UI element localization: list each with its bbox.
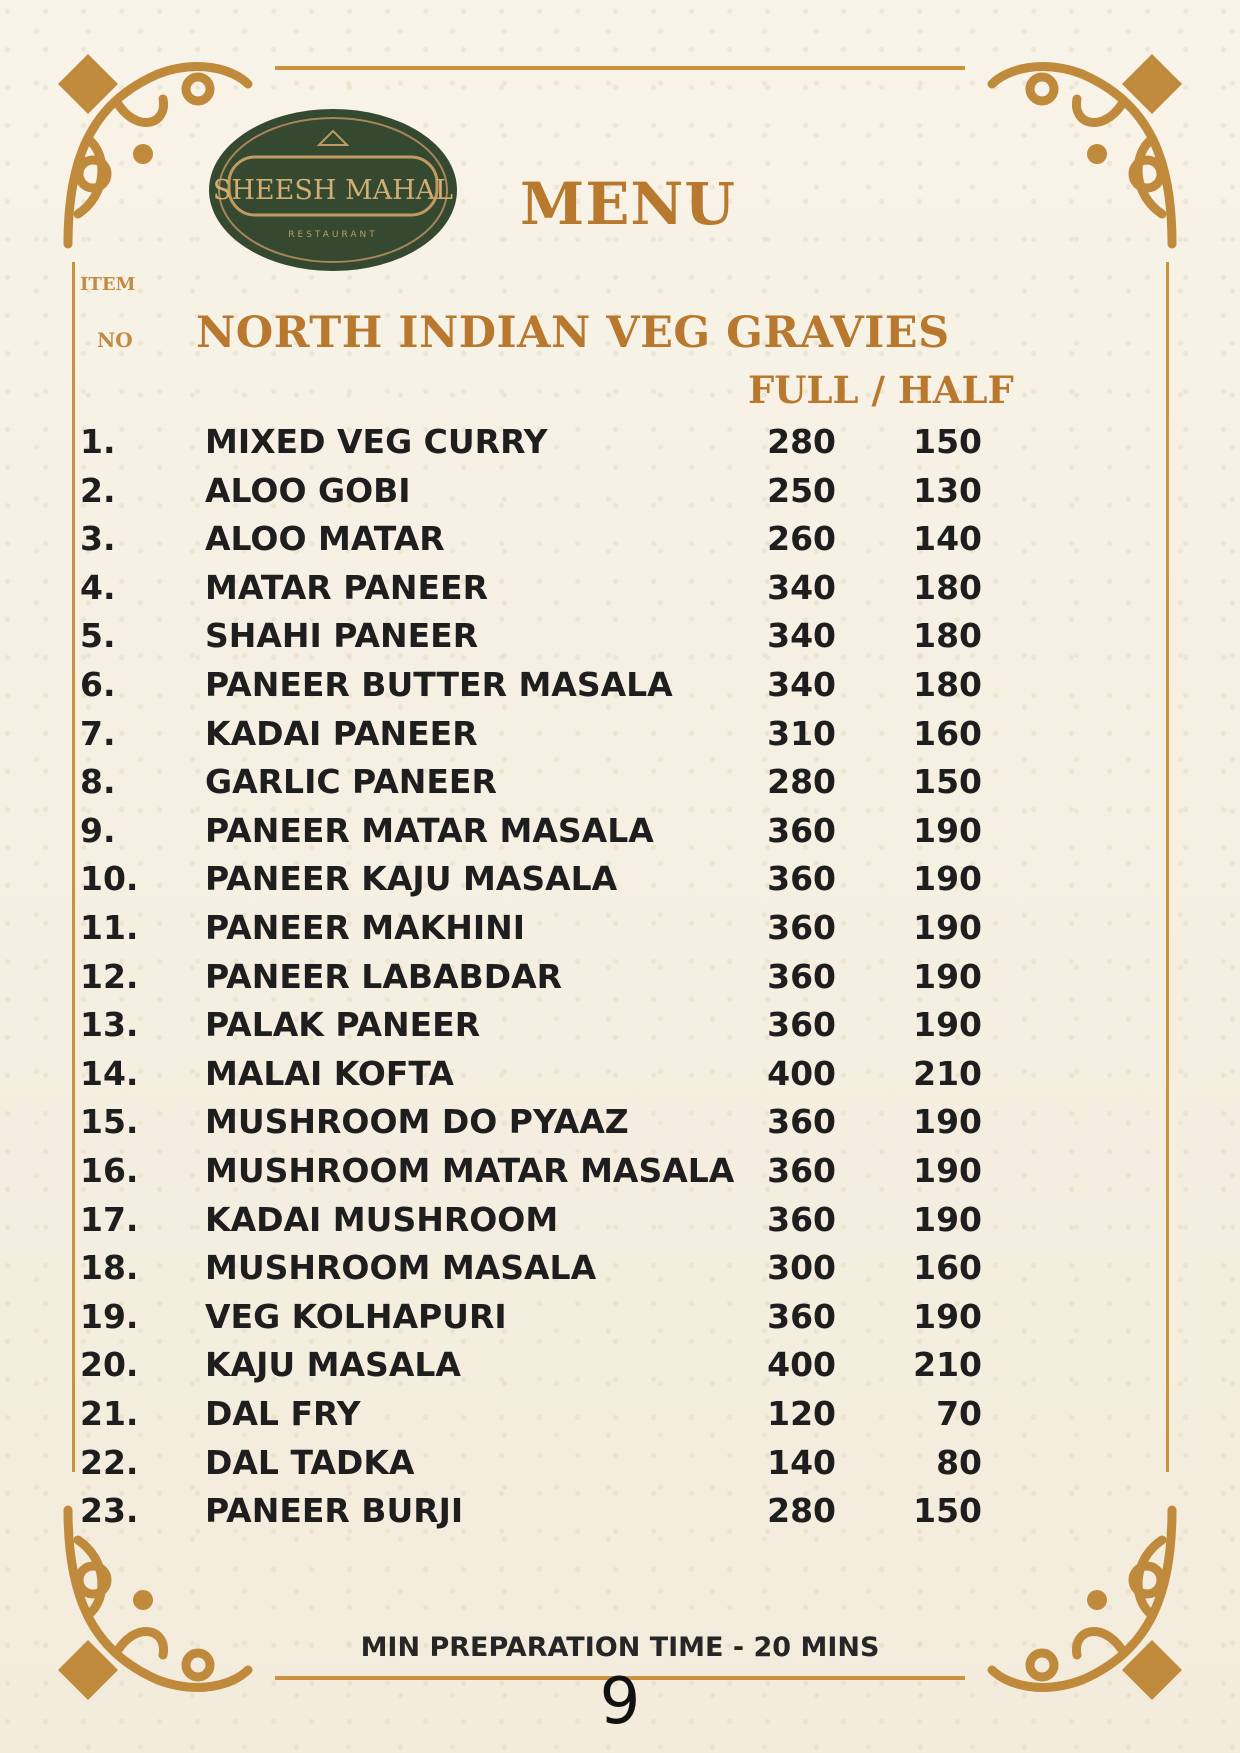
item-name: GARLIC PANEER xyxy=(205,762,497,802)
item-name: KAJU MASALA xyxy=(205,1345,461,1385)
item-name: DAL FRY xyxy=(205,1394,361,1433)
price-full: 340 xyxy=(767,567,836,607)
price-full: 140 xyxy=(767,1442,836,1482)
item-number: 16. xyxy=(80,1151,139,1190)
menu-item-row xyxy=(0,566,1240,610)
price-half: 140 xyxy=(913,519,982,559)
price-full: 360 xyxy=(767,1102,836,1142)
menu-item-row xyxy=(0,906,1240,950)
menu-item-row xyxy=(0,517,1240,561)
price-full: 400 xyxy=(767,1345,836,1385)
item-number: 7. xyxy=(80,713,116,753)
price-half: 190 xyxy=(913,1005,982,1045)
page-number: 9 xyxy=(599,1665,641,1739)
item-number: 5. xyxy=(80,616,116,656)
preparation-time-note: MIN PREPARATION TIME - 20 MINS xyxy=(360,1632,880,1663)
item-name: PALAK PANEER xyxy=(205,1005,481,1045)
price-half: 150 xyxy=(913,422,982,461)
price-half: 210 xyxy=(913,1053,982,1093)
item-number-label-line2: NO xyxy=(97,328,133,352)
logo-subtitle: RESTAURANT xyxy=(288,230,378,240)
menu-item-row xyxy=(0,1343,1240,1387)
item-name: PANEER BURJI xyxy=(205,1491,464,1531)
item-number: 1. xyxy=(80,422,116,461)
price-full: 280 xyxy=(767,422,836,461)
item-name: PANEER BUTTER MASALA xyxy=(205,665,673,704)
item-name: MUSHROOM MASALA xyxy=(205,1248,597,1288)
price-full: 300 xyxy=(767,1248,836,1288)
ornament-top-right-icon xyxy=(972,44,1192,264)
price-half: 210 xyxy=(913,1345,982,1385)
menu-item-row xyxy=(0,1100,1240,1144)
item-number: 14. xyxy=(80,1053,139,1093)
item-number: 15. xyxy=(80,1102,139,1142)
item-number: 21. xyxy=(80,1394,139,1433)
price-full: 260 xyxy=(767,519,836,559)
price-full: 360 xyxy=(767,1005,836,1045)
price-full: 360 xyxy=(767,956,836,996)
menu-item-row xyxy=(0,420,1240,464)
price-column-heading: FULL / HALF xyxy=(748,368,1014,412)
price-half: 190 xyxy=(913,810,982,850)
menu-item-row xyxy=(0,760,1240,804)
menu-item-row xyxy=(0,809,1240,853)
item-number: 17. xyxy=(80,1199,139,1239)
frame-top-line xyxy=(275,66,965,70)
item-name: DAL TADKA xyxy=(205,1442,415,1482)
price-half: 190 xyxy=(913,1199,982,1239)
item-number: 19. xyxy=(80,1296,139,1336)
logo-name: SHEESH MAHAL xyxy=(212,175,454,206)
item-name: VEG KOLHAPURI xyxy=(205,1296,507,1336)
price-full: 250 xyxy=(767,470,836,510)
item-number: 13. xyxy=(80,1005,139,1045)
menu-item-row xyxy=(0,469,1240,513)
price-half: 180 xyxy=(913,616,982,656)
item-number: 2. xyxy=(80,470,116,510)
item-name: KADAI PANEER xyxy=(205,713,478,753)
item-name: PANEER MATAR MASALA xyxy=(205,810,654,850)
price-half: 190 xyxy=(913,956,982,996)
item-number: 18. xyxy=(80,1248,139,1288)
price-full: 360 xyxy=(767,908,836,947)
item-number: 12. xyxy=(80,956,139,996)
price-full: 360 xyxy=(767,859,836,899)
item-name: ALOO MATAR xyxy=(205,519,445,559)
price-half: 190 xyxy=(913,1102,982,1142)
price-full: 340 xyxy=(767,616,836,656)
price-full: 310 xyxy=(767,713,836,753)
item-name: SHAHI PANEER xyxy=(205,616,479,656)
menu-item-row xyxy=(0,857,1240,901)
price-full: 340 xyxy=(767,665,836,704)
item-name: PANEER MAKHINI xyxy=(205,908,526,947)
item-number: 20. xyxy=(80,1345,139,1385)
item-name: KADAI MUSHROOM xyxy=(205,1199,559,1239)
item-name: MUSHROOM DO PYAAZ xyxy=(205,1102,629,1142)
item-name: MUSHROOM MATAR MASALA xyxy=(205,1151,735,1190)
price-half: 180 xyxy=(913,567,982,607)
menu-item-row xyxy=(0,663,1240,707)
price-half: 180 xyxy=(913,665,982,704)
section-title: NORTH INDIAN VEG GRAVIES xyxy=(196,308,950,358)
price-half: 130 xyxy=(913,470,982,510)
menu-item-row xyxy=(0,1441,1240,1485)
menu-item-row xyxy=(0,1246,1240,1290)
menu-item-row xyxy=(0,1198,1240,1242)
price-half: 150 xyxy=(913,1491,982,1531)
item-number: 3. xyxy=(80,519,116,559)
item-number: 9. xyxy=(80,810,116,850)
price-full: 400 xyxy=(767,1053,836,1093)
item-number: 6. xyxy=(80,665,116,704)
menu-item-row xyxy=(0,1003,1240,1047)
price-full: 360 xyxy=(767,1151,836,1190)
price-full: 280 xyxy=(767,1491,836,1531)
sheesh-mahal-logo xyxy=(207,107,459,274)
item-number-label-line1: ITEM xyxy=(80,274,136,295)
menu-item-row xyxy=(0,955,1240,999)
menu-item-row xyxy=(0,1489,1240,1533)
price-full: 120 xyxy=(767,1394,836,1433)
price-full: 360 xyxy=(767,1296,836,1336)
price-full: 280 xyxy=(767,762,836,802)
price-full: 360 xyxy=(767,1199,836,1239)
price-half: 190 xyxy=(913,1151,982,1190)
menu-item-row xyxy=(0,1295,1240,1339)
item-number: 4. xyxy=(80,567,116,607)
menu-item-row xyxy=(0,614,1240,658)
price-half: 160 xyxy=(913,1248,982,1288)
price-half: 70 xyxy=(936,1394,982,1433)
item-number: 11. xyxy=(80,908,139,947)
item-name: PANEER KAJU MASALA xyxy=(205,859,618,899)
item-name: MATAR PANEER xyxy=(205,567,489,607)
price-half: 190 xyxy=(913,1296,982,1336)
item-number: 10. xyxy=(80,859,139,899)
item-name: MIXED VEG CURRY xyxy=(205,422,548,461)
price-half: 150 xyxy=(913,762,982,802)
price-half: 160 xyxy=(913,713,982,753)
price-half: 190 xyxy=(913,908,982,947)
item-name: PANEER LABABDAR xyxy=(205,956,563,996)
menu-title: MENU xyxy=(520,170,737,238)
price-half: 80 xyxy=(936,1442,982,1482)
menu-item-row xyxy=(0,1149,1240,1193)
item-number: 23. xyxy=(80,1491,139,1531)
price-full: 360 xyxy=(767,810,836,850)
item-name: ALOO GOBI xyxy=(205,470,411,510)
price-half: 190 xyxy=(913,859,982,899)
item-number: 8. xyxy=(80,762,116,802)
menu-item-row xyxy=(0,1052,1240,1096)
item-name: MALAI KOFTA xyxy=(205,1053,454,1093)
menu-item-row xyxy=(0,712,1240,756)
menu-item-row xyxy=(0,1392,1240,1436)
item-number: 22. xyxy=(80,1442,139,1482)
